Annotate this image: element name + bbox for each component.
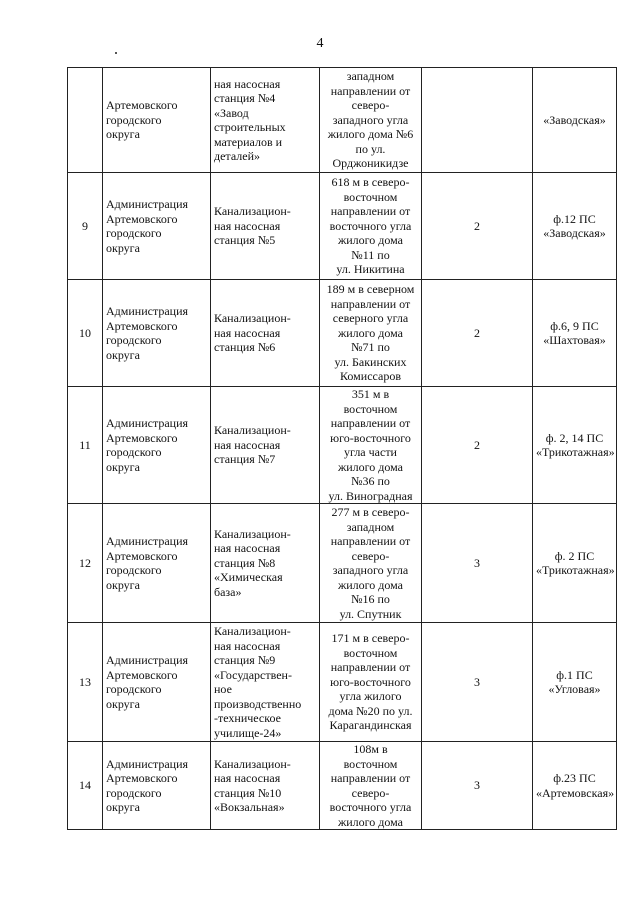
cell-line: №16 по <box>351 592 390 606</box>
cell-line: материалов и <box>214 134 283 149</box>
cell-line: ф. 2, 14 ПС <box>545 430 604 445</box>
cell-line: 3 <box>474 778 480 793</box>
cell-line: ф.12 ПС <box>553 211 596 226</box>
cell-line: №71 по <box>351 340 390 355</box>
cell-line: 14 <box>79 778 91 793</box>
location-cell <box>320 742 422 830</box>
cell-line: Артемовского <box>106 318 178 333</box>
cell-line: -техническое <box>214 711 281 725</box>
owner-cell <box>103 742 211 830</box>
cell-line: 12 <box>79 555 91 570</box>
cell-line: «Вокзальная» <box>214 800 285 814</box>
cell-line: станция №4 <box>214 91 276 105</box>
feeder-cell <box>533 742 617 830</box>
cell-line: «Государствен- <box>214 667 292 682</box>
cell-line: Канализацион- <box>214 624 291 638</box>
cell-line: ул. Никитина <box>336 262 405 277</box>
cell-line: западного угла <box>332 112 409 127</box>
cell-line: Администрация <box>106 756 189 771</box>
cell-line: 11 <box>79 437 91 452</box>
category-cell <box>422 173 533 280</box>
cell-line: направлении от <box>330 660 411 675</box>
cell-line: 10 <box>79 325 91 340</box>
cell-line: ф. 2 ПС <box>554 548 595 563</box>
cell-line: Комиссаров <box>340 369 401 384</box>
category-cell <box>422 742 533 830</box>
cell-line: «Химическая <box>214 570 283 585</box>
cell-line: ф.1 ПС <box>556 667 593 682</box>
cell-line: Артемовского <box>106 667 178 682</box>
table-row <box>68 504 617 623</box>
cell-line: округа <box>106 347 140 362</box>
cell-line: 189 м в северном <box>326 282 415 297</box>
cell-line: направлении от <box>330 204 411 219</box>
row-number-cell <box>68 280 103 387</box>
category-cell <box>422 280 533 387</box>
cell-line: ная насосная <box>214 325 281 340</box>
cell-line: городского <box>106 226 162 240</box>
cell-line: станция №6 <box>214 340 276 355</box>
cell-line: 2 <box>474 218 480 233</box>
cell-line: угла жилого <box>339 689 402 704</box>
cell-line: станция №8 <box>214 555 276 570</box>
cell-line: направлении от <box>330 416 411 430</box>
cell-line: ная насосная <box>214 218 281 233</box>
cell-line: Артемовского <box>106 548 178 563</box>
cell-line: деталей» <box>214 149 260 163</box>
location-cell <box>320 504 422 623</box>
cell-line: округа <box>106 800 140 814</box>
cell-line: Артемовского <box>106 98 178 113</box>
cell-line: Артемовского <box>106 771 178 785</box>
cell-line: жилого дома <box>337 459 404 474</box>
feeder-cell <box>533 387 617 504</box>
cell-line: городского <box>106 112 162 127</box>
row-number-cell <box>68 68 103 173</box>
feeder-cell <box>533 280 617 387</box>
cell-line: 2 <box>474 437 480 452</box>
cell-line: восточного угла <box>329 218 412 233</box>
facility-name-cell <box>211 504 320 623</box>
cell-line: 13 <box>79 674 91 689</box>
cell-line: восточном <box>343 189 398 204</box>
cell-line: направлении от <box>330 771 411 785</box>
cell-line: станция №9 <box>214 653 276 667</box>
cell-line: ул. Виноградная <box>328 488 413 503</box>
cell-line: направлении от <box>330 83 411 98</box>
cell-line: северо- <box>351 548 390 563</box>
cell-line: округа <box>106 577 140 592</box>
cell-line: Канализацион- <box>214 204 291 219</box>
cell-line: «Артемовская» <box>536 785 615 800</box>
location-cell <box>320 623 422 742</box>
cell-line: «Заводская» <box>543 112 606 127</box>
cell-line: ная насосная <box>214 437 281 452</box>
cell-line: городского <box>106 682 162 696</box>
row-number-cell <box>68 742 103 830</box>
cell-line: производственно <box>214 696 302 711</box>
cell-line: база» <box>214 584 242 599</box>
cell-line: восточном <box>343 645 398 660</box>
cell-line: ул. Бакинских <box>334 354 407 369</box>
cell-line: западном <box>346 519 395 534</box>
cell-line: жилого дома <box>337 814 404 829</box>
cell-line: 2 <box>474 325 480 340</box>
cell-line: жилого дома №6 <box>327 127 414 142</box>
table-row <box>68 387 617 504</box>
owner-cell <box>103 280 211 387</box>
cell-line: ная насосная <box>214 76 281 91</box>
row-number-cell <box>68 387 103 504</box>
cell-line: станция №10 <box>214 785 282 800</box>
owner-cell <box>103 504 211 623</box>
table-row <box>68 742 617 830</box>
cell-line: станция №7 <box>214 452 276 467</box>
cell-line: Канализацион- <box>214 311 291 326</box>
cell-line: «Заводская» <box>543 226 606 240</box>
owner-cell <box>103 68 211 173</box>
cell-line: ное <box>214 682 232 696</box>
cell-line: округа <box>106 696 140 711</box>
table-row <box>68 173 617 280</box>
cell-line: станция №5 <box>214 233 276 248</box>
cell-line: Канализацион- <box>214 423 291 438</box>
facility-name-cell <box>211 742 320 830</box>
feeder-cell <box>533 504 617 623</box>
cell-line: юго-восточного <box>330 674 411 689</box>
location-cell <box>320 387 422 504</box>
cell-line: «Угловая» <box>548 682 601 696</box>
cell-line: №36 по <box>351 474 390 488</box>
cell-line: Артемовского <box>106 430 178 445</box>
cell-line: Администрация <box>106 534 189 548</box>
cell-line: западном <box>346 69 395 84</box>
cell-line: жилого дома <box>337 233 404 248</box>
cell-line: угла части <box>344 445 397 459</box>
cell-line: ная насосная <box>214 541 281 556</box>
facility-table <box>67 67 617 830</box>
category-cell <box>422 504 533 623</box>
cell-line: №11 по <box>351 247 390 262</box>
owner-cell <box>103 623 211 742</box>
cell-line: Администрация <box>106 416 189 430</box>
cell-line: Артемовского <box>106 211 178 226</box>
category-cell <box>422 623 533 742</box>
row-number-cell <box>68 504 103 623</box>
cell-line: Карагандинская <box>329 718 412 733</box>
cell-line: Администрация <box>106 304 189 318</box>
cell-line: восточного угла <box>329 800 412 814</box>
cell-line: Канализацион- <box>214 756 291 771</box>
cell-line: «Трикотажная» <box>536 563 615 577</box>
cell-line: ул. Спутник <box>339 606 402 621</box>
facility-name-cell <box>211 623 320 742</box>
cell-line: «Завод <box>214 105 249 120</box>
owner-cell <box>103 173 211 280</box>
location-cell <box>320 68 422 173</box>
cell-line: восточном <box>343 756 398 771</box>
cell-line: 9 <box>82 218 88 233</box>
table-row <box>68 68 617 173</box>
table-row <box>68 623 617 742</box>
row-number-cell <box>68 623 103 742</box>
cell-line: жилого дома <box>337 577 404 592</box>
cell-line: округа <box>106 240 140 255</box>
cell-line: ф.23 ПС <box>553 771 596 785</box>
cell-line: западного угла <box>332 563 409 577</box>
cell-line: округа <box>106 459 140 474</box>
facility-name-cell <box>211 387 320 504</box>
cell-line: 3 <box>474 555 480 570</box>
facility-name-cell <box>211 68 320 173</box>
cell-line: 171 м в северо- <box>331 631 410 646</box>
cell-line: городского <box>106 563 162 577</box>
cell-line: дома №20 по ул. <box>328 703 413 718</box>
scan-speck <box>115 52 117 54</box>
cell-line: ная насосная <box>214 638 281 653</box>
cell-line: 351 м в <box>351 387 390 401</box>
cell-line: строительных <box>214 120 286 134</box>
cell-line: северо- <box>351 785 390 800</box>
cell-line: Администрация <box>106 653 189 667</box>
feeder-cell <box>533 68 617 173</box>
cell-line: восточном <box>343 401 398 416</box>
owner-cell <box>103 387 211 504</box>
cell-line: по ул. <box>355 141 386 156</box>
cell-line: 277 м в северо- <box>331 505 410 519</box>
cell-line: Орджоникидзе <box>332 156 409 171</box>
cell-line: северного угла <box>332 311 409 326</box>
location-cell <box>320 280 422 387</box>
cell-line: городского <box>106 785 162 800</box>
cell-line: городского <box>106 333 162 347</box>
facility-name-cell <box>211 173 320 280</box>
facility-name-cell <box>211 280 320 387</box>
cell-line: юго-восточного <box>330 430 411 445</box>
cell-line: северо- <box>351 98 390 113</box>
row-number-cell <box>68 173 103 280</box>
cell-line: 618 м в северо- <box>331 175 410 190</box>
cell-line: училище-24» <box>214 725 282 740</box>
cell-line: ф.6, 9 ПС <box>550 318 599 333</box>
feeder-cell <box>533 623 617 742</box>
cell-line: ная насосная <box>214 771 281 785</box>
cell-line: Канализацион- <box>214 526 291 541</box>
cell-line: 3 <box>474 674 480 689</box>
cell-line: жилого дома <box>337 325 404 340</box>
cell-line: округа <box>106 127 140 142</box>
feeder-cell <box>533 173 617 280</box>
cell-line: «Шахтовая» <box>543 333 606 347</box>
page-number: 4 <box>316 36 324 51</box>
category-cell <box>422 68 533 173</box>
category-cell <box>422 387 533 504</box>
cell-line: городского <box>106 445 162 459</box>
cell-line: Администрация <box>106 197 189 211</box>
location-cell <box>320 173 422 280</box>
cell-line: 108м в <box>353 742 388 756</box>
cell-line: направлении от <box>330 534 411 548</box>
cell-line: направлении от <box>330 296 411 311</box>
table-row <box>68 280 617 387</box>
cell-line: «Трикотажная» <box>536 445 615 459</box>
